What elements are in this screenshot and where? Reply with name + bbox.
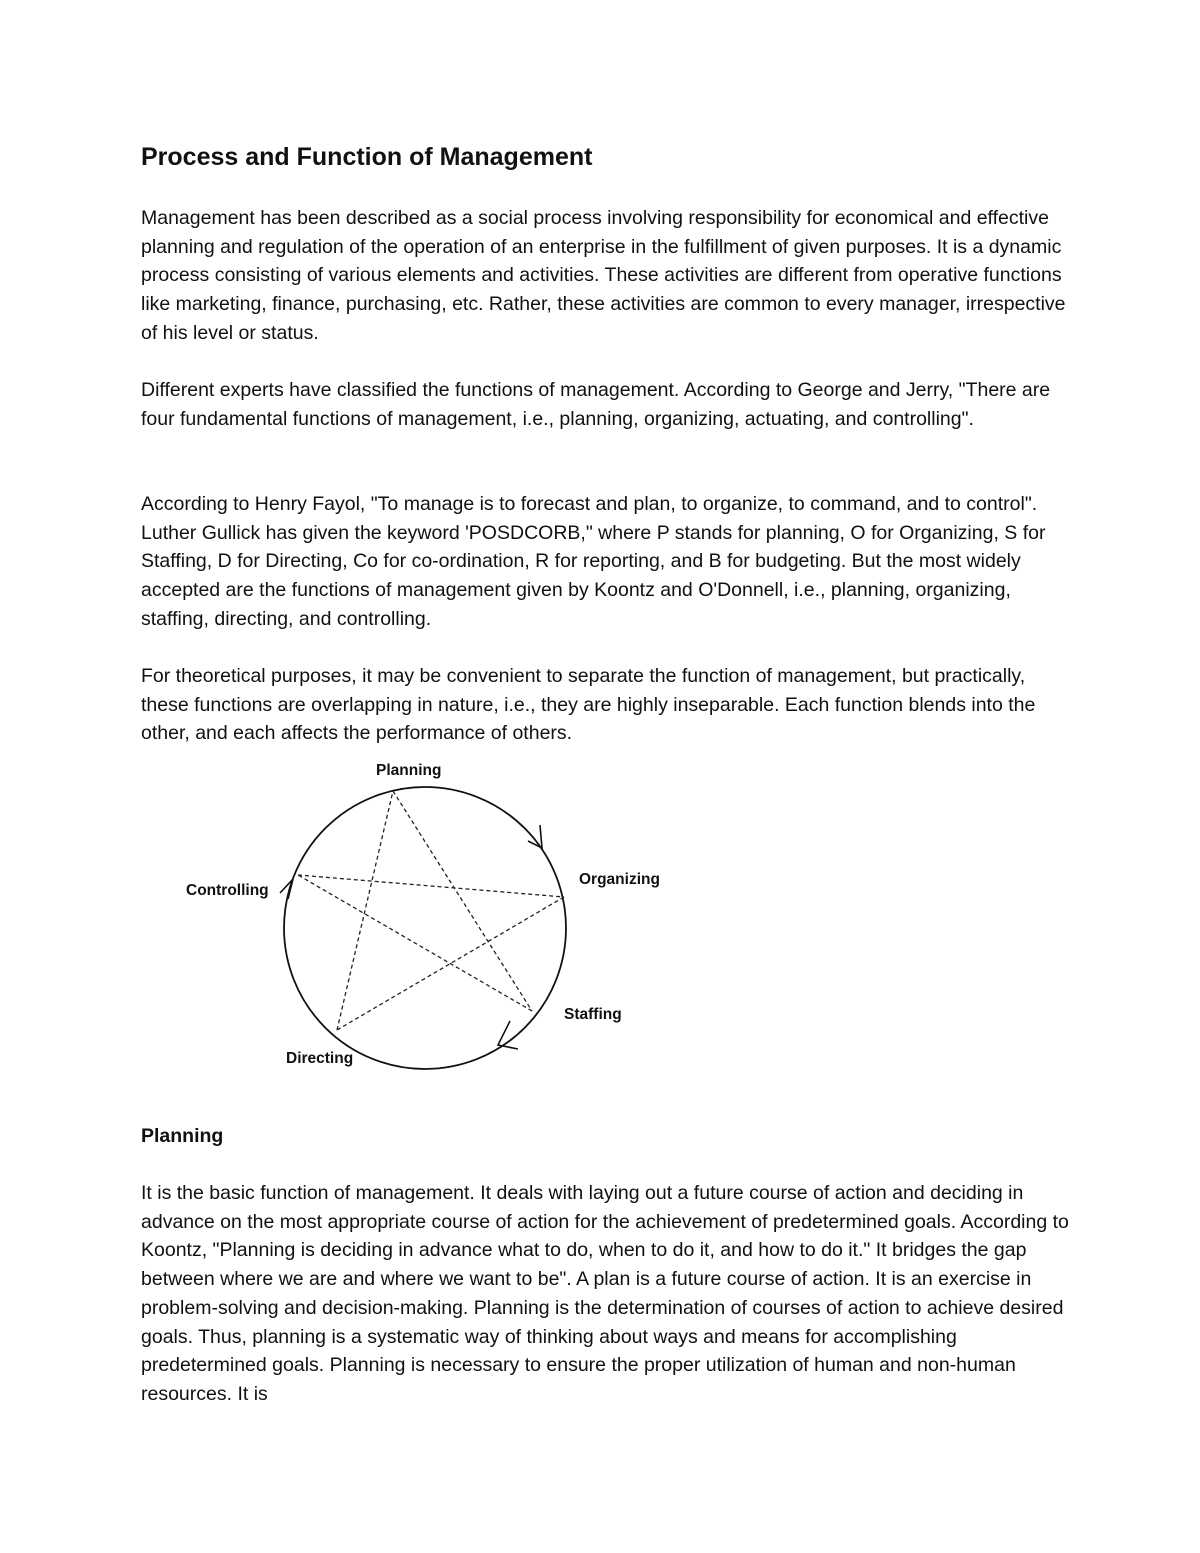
management-functions-diagram — [160, 755, 720, 1115]
arrow-to-controlling-icon — [280, 879, 293, 899]
paragraph-classification: Different experts have classified the functions of management. According to George and Jerry, "There are four fundamental functions of management, i.e., planning, organizing, actuating, and controlling". — [141, 379, 1051, 430]
label-planning: Planning — [376, 762, 442, 779]
line-directing-planning — [337, 791, 393, 1030]
label-staffing: Staffing — [564, 1006, 622, 1023]
label-organizing: Organizing — [579, 871, 660, 888]
line-staffing-controlling — [298, 875, 532, 1011]
arrow-to-directing-icon — [498, 1021, 518, 1049]
document-title: Process and Function of Management — [141, 143, 593, 171]
line-controlling-organizing — [298, 875, 564, 897]
line-planning-staffing — [393, 791, 532, 1011]
label-controlling: Controlling — [186, 882, 269, 899]
arrow-to-organizing-icon — [528, 825, 542, 848]
paragraph-overlap: For theoretical purposes, it may be convenient to separate the function of management, but practically, these functions are overlapping in nature, i.e., they are highly inseparable. Each function blends into the other, and each affects the performance of others. — [141, 665, 1036, 745]
paragraph-intro: Management has been described as a social process involving responsibility for economical and effective planning and regulation of the operation of an enterprise in the fulfillment of given purposes. It is a dynamic process consisting of various elements and activities. These activities are different from operative functions like marketing, finance, purchasing, etc. Rather, these activities are common to every manager, irrespective of his level or status. — [141, 207, 1066, 344]
label-directing: Directing — [286, 1050, 354, 1067]
cycle-circle — [284, 787, 566, 1069]
section-heading-planning: Planning — [141, 1125, 224, 1147]
paragraph-planning: It is the basic function of management. It deals with laying out a future course of action and deciding in advance on the most appropriate course of action for the achievement of predetermined goals. According to Koontz, "Planning is deciding in advance what to do, when to do it, and how to do it." It bridges the gap between where we are and where we want to be". A plan is a future course of action. It is an exercise in problem-solving and decision-making. Planning is the determination of courses of action to achieve desired goals. Thus, planning is a systematic way of thinking about ways and means for accomplishing predetermined goals. Planning is necessary to ensure the proper utilization of human and non-human resources. It is — [141, 1182, 1069, 1405]
paragraph-fayol: According to Henry Fayol, "To manage is to forecast and plan, to organize, to command, and to control". Luther Gullick has given the keyword 'POSDCORB," where P stands for planning, O for Organizing, S for Staffing, D for Directing, Co for co-ordination, R for reporting, and B for budgeting. But the most widely accepted are the functions of management given by Koontz and O'Donnell, i.e., planning, organizing, staffing, directing, and controlling. — [141, 493, 1046, 630]
